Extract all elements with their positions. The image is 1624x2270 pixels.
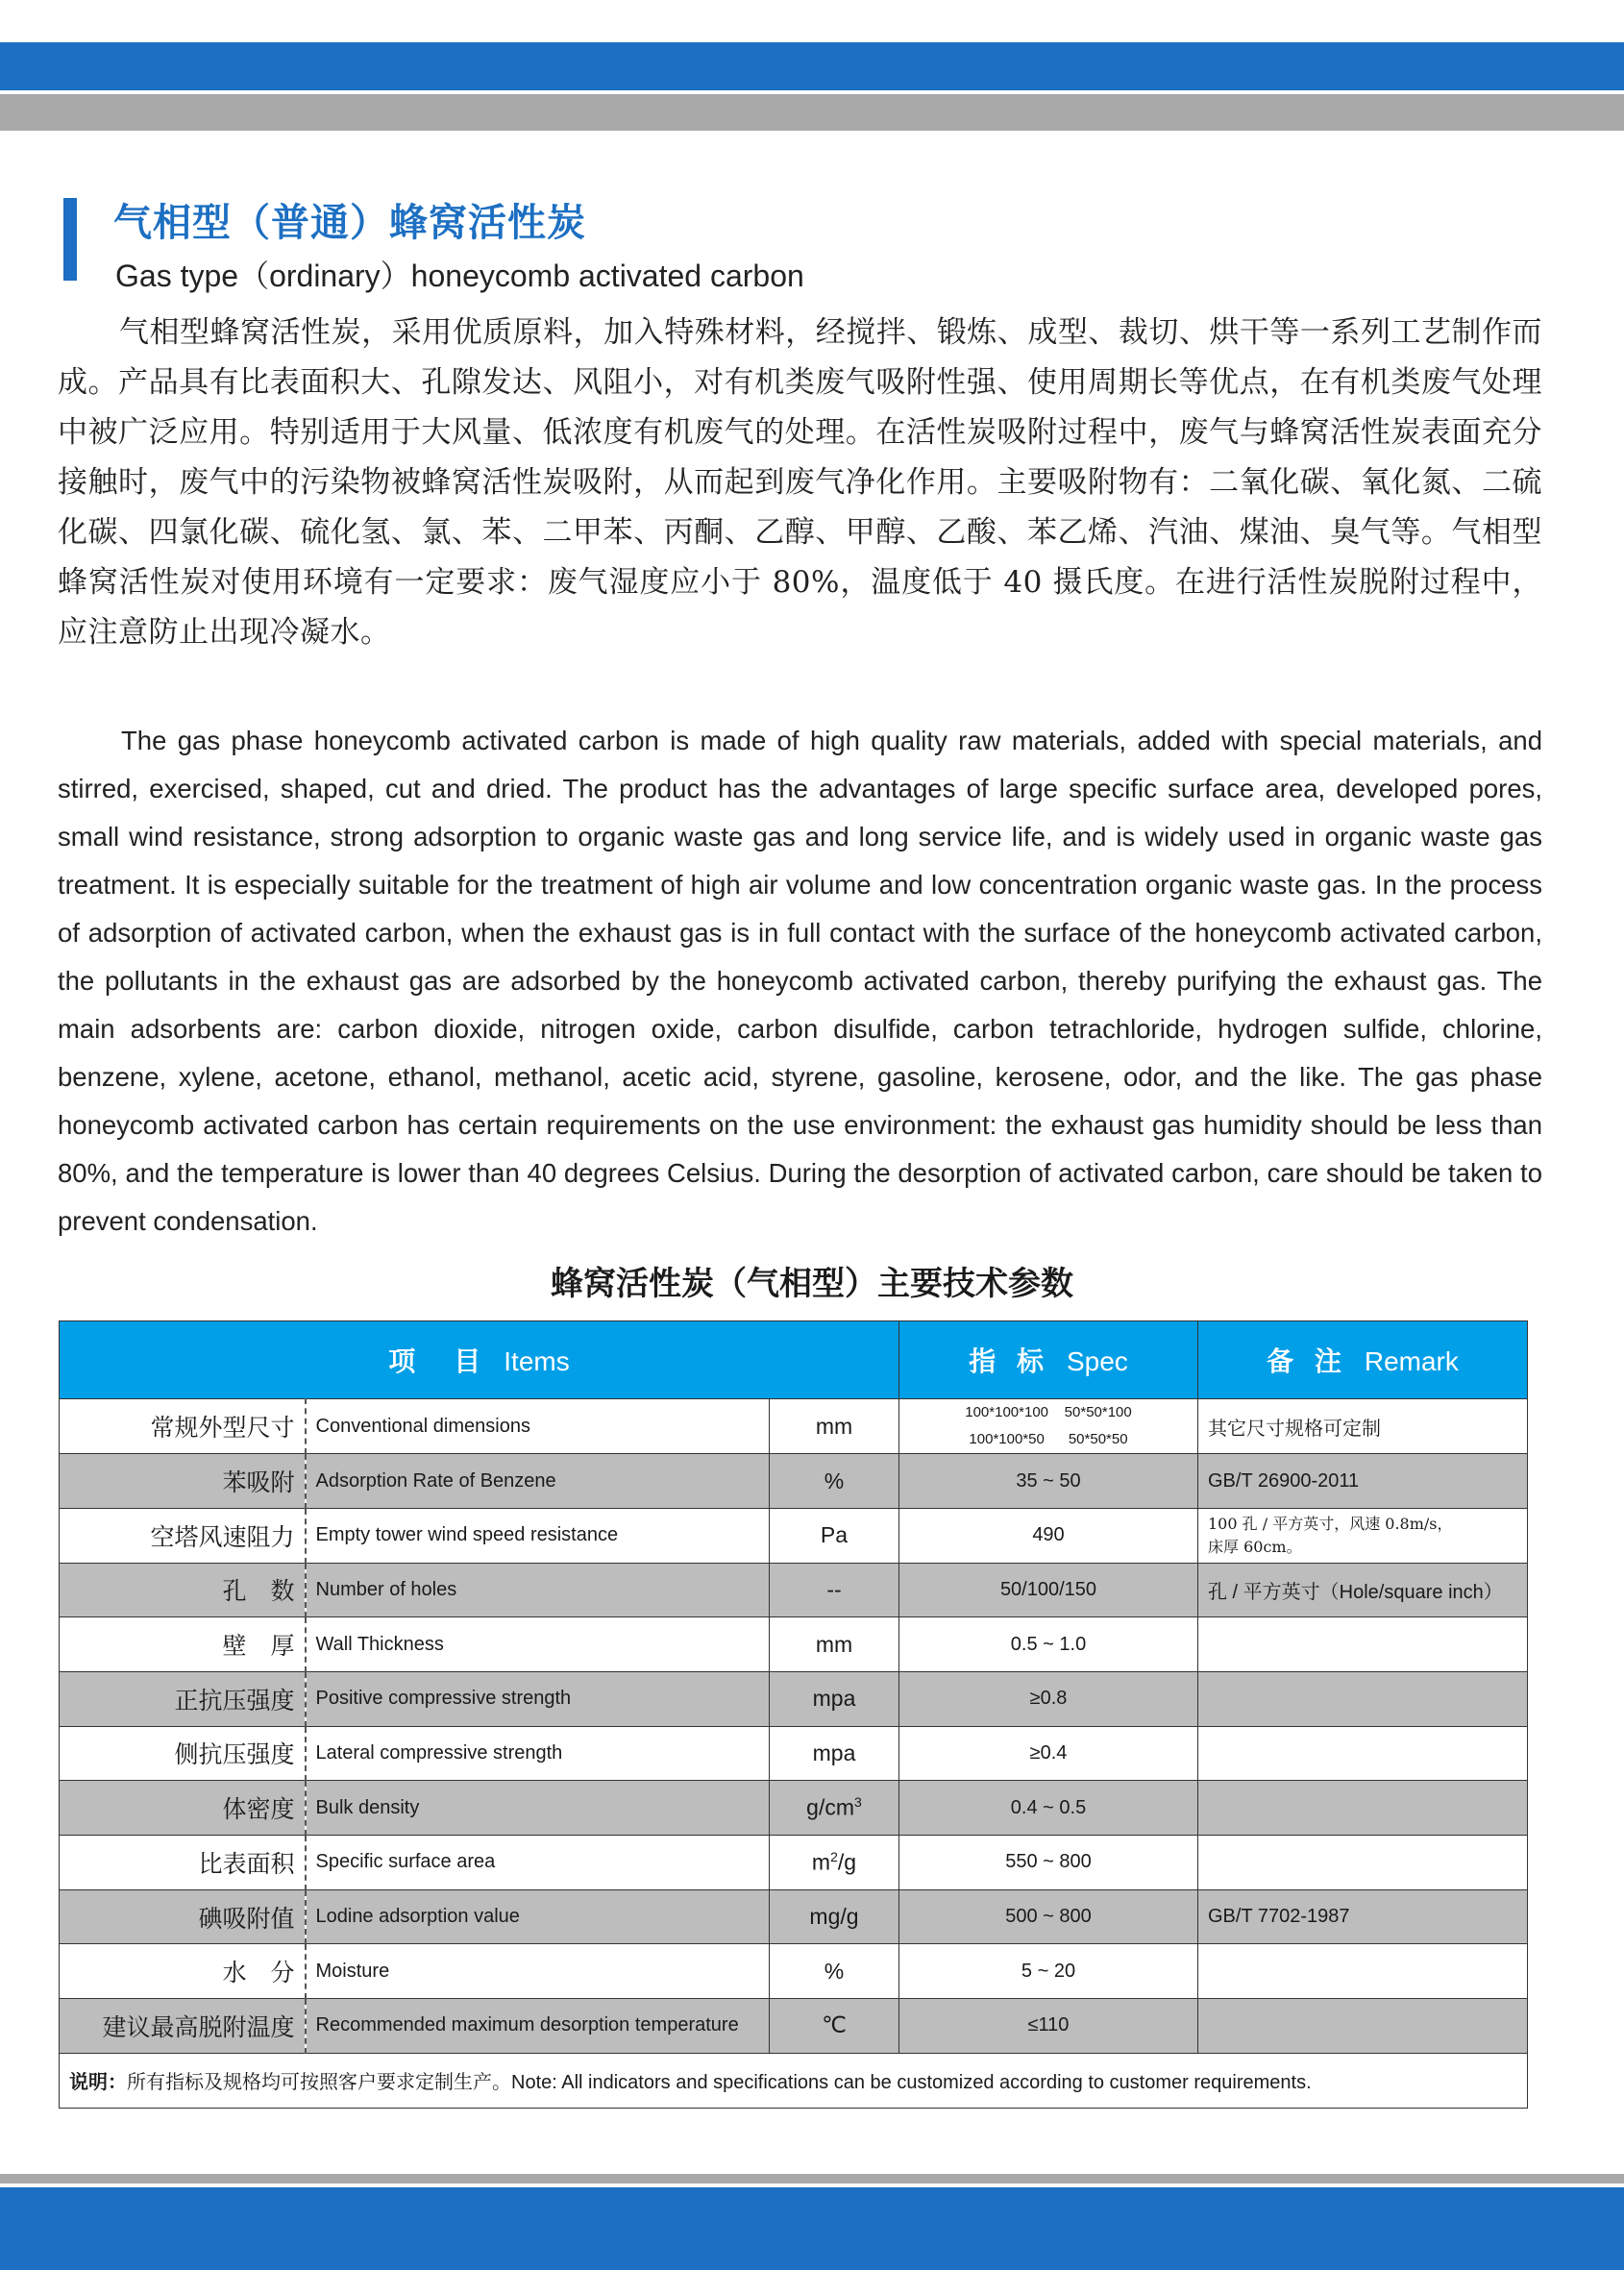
row-spec: 550 ~ 800	[899, 1836, 1198, 1890]
row-remark	[1198, 1999, 1528, 2054]
table-row	[60, 1781, 1528, 1836]
table-row	[60, 1726, 1528, 1781]
row-remark: 孔 / 平方英寸（Hole/square inch）	[1198, 1563, 1528, 1617]
note-en: Note: All indicators and specifications can be customized according to customer requirements.	[511, 2072, 1312, 2094]
row-name-en: Wall Thickness	[306, 1617, 770, 1672]
row-spec: ≤110	[899, 1999, 1198, 2054]
row-unit: mm	[770, 1617, 899, 1672]
page-title-cn: 气相型（普通）蜂窝活性炭	[113, 200, 586, 245]
header-spec	[899, 1321, 1198, 1399]
row-spec: 5 ~ 20	[899, 1944, 1198, 1999]
row-unit	[770, 1836, 899, 1890]
row-remark	[1198, 1781, 1528, 1836]
row-spec	[899, 1399, 1198, 1454]
header-items-en: Items	[504, 1346, 570, 1376]
footer-gray-band	[0, 2174, 1624, 2184]
row-name-en: Adsorption Rate of Benzene	[306, 1454, 770, 1509]
table-note	[60, 2053, 1528, 2108]
row-remark-line1: 100 孔 / 平方英寸，风速 0.8m/s，	[1208, 1514, 1453, 1533]
row-unit-sup: 3	[854, 1794, 862, 1811]
note-label: 说明：	[69, 2070, 127, 2094]
header-spec-cn: 指 标	[969, 1345, 1049, 1377]
table-row	[60, 1999, 1528, 2054]
row-unit-sup: 2	[830, 1849, 838, 1865]
row-spec-line1: 100*100*100 50*50*100	[965, 1404, 1132, 1421]
row-name-cn: 侧抗压强度	[60, 1726, 306, 1781]
row-spec: 0.5 ~ 1.0	[899, 1617, 1198, 1672]
row-name-cn: 空塔风速阻力	[60, 1508, 306, 1563]
row-unit-base: m	[811, 1849, 831, 1875]
row-name-en: Moisture	[306, 1944, 770, 1999]
row-remark	[1198, 1944, 1528, 1999]
row-unit: mpa	[770, 1726, 899, 1781]
row-name-cn: 体密度	[60, 1781, 306, 1836]
table-row	[60, 1944, 1528, 1999]
row-remark: GB/T 26900-2011	[1198, 1454, 1528, 1509]
table-row	[60, 1836, 1528, 1890]
row-name-en: Recommended maximum desorption temperature	[306, 1999, 770, 2054]
footer-blue-band	[0, 2187, 1624, 2270]
row-remark-line2: 床厚 60cm。	[1208, 1537, 1302, 1556]
row-unit: mpa	[770, 1671, 899, 1726]
row-spec: 0.4 ~ 0.5	[899, 1781, 1198, 1836]
header-remark-cn: 备 注	[1267, 1345, 1347, 1377]
table-row	[60, 1617, 1528, 1672]
row-unit: --	[770, 1563, 899, 1617]
header-gray-band	[0, 94, 1624, 131]
row-remark	[1198, 1671, 1528, 1726]
row-remark	[1198, 1726, 1528, 1781]
row-unit: mg/g	[770, 1889, 899, 1944]
table-row	[60, 1889, 1528, 1944]
row-name-en: Bulk density	[306, 1781, 770, 1836]
row-remark	[1198, 1836, 1528, 1890]
table-row	[60, 1399, 1528, 1454]
row-unit-base: g/cm	[806, 1794, 855, 1820]
row-remark: 其它尺寸规格可定制	[1198, 1399, 1528, 1454]
row-name-en: Number of holes	[306, 1563, 770, 1617]
row-name-cn: 碘吸附值	[60, 1889, 306, 1944]
row-remark: GB/T 7702-1987	[1198, 1889, 1528, 1944]
row-spec: ≥0.8	[899, 1671, 1198, 1726]
row-unit: ℃	[770, 1999, 899, 2054]
spec-table	[59, 1320, 1528, 2109]
table-row	[60, 1454, 1528, 1509]
header-remark	[1198, 1321, 1528, 1399]
title-accent-bar	[63, 198, 77, 281]
row-spec: 35 ~ 50	[899, 1454, 1198, 1509]
row-spec: 500 ~ 800	[899, 1889, 1198, 1944]
table-row	[60, 1563, 1528, 1617]
spec-table-title: 蜂窝活性炭（气相型）主要技术参数	[551, 1265, 1073, 1303]
row-unit: mm	[770, 1399, 899, 1454]
row-unit: Pa	[770, 1508, 899, 1563]
row-name-en: Conventional dimensions	[306, 1399, 770, 1454]
row-unit	[770, 1781, 899, 1836]
row-unit: %	[770, 1944, 899, 1999]
row-name-en: Lodine adsorption value	[306, 1889, 770, 1944]
table-row	[60, 1508, 1528, 1563]
row-unit-tail: /g	[837, 1849, 857, 1875]
page-title-en: Gas type（ordinary）honeycomb activated carbon	[115, 259, 804, 293]
header-items	[60, 1321, 899, 1399]
table-header-row	[60, 1321, 1528, 1399]
row-name-cn: 比表面积	[60, 1836, 306, 1890]
row-spec: 490	[899, 1508, 1198, 1563]
row-name-cn: 正抗压强度	[60, 1671, 306, 1726]
row-spec: 50/100/150	[899, 1563, 1198, 1617]
table-note-row	[60, 2053, 1528, 2108]
row-name-cn: 孔 数	[60, 1563, 306, 1617]
row-remark	[1198, 1617, 1528, 1672]
header-spec-en: Spec	[1066, 1346, 1128, 1376]
table-row	[60, 1671, 1528, 1726]
row-name-en: Positive compressive strength	[306, 1671, 770, 1726]
row-remark	[1198, 1508, 1528, 1563]
row-name-cn: 建议最高脱附温度	[60, 1999, 306, 2054]
row-name-cn: 常规外型尺寸	[60, 1399, 306, 1454]
row-name-cn: 苯吸附	[60, 1454, 306, 1509]
row-unit: %	[770, 1454, 899, 1509]
row-name-cn: 水 分	[60, 1944, 306, 1999]
row-name-cn: 壁 厚	[60, 1617, 306, 1672]
note-cn: 所有指标及规格均可按照客户要求定制生产。	[127, 2070, 511, 2094]
intro-paragraph-en: The gas phase honeycomb activated carbon is made of high quality raw materials, added with special materials, and stirred, exercised, shaped, cut and dried. The product has the advantages of large specific surface area, developed pores, small wind resistance, strong adsorption to organic waste gas and long service life, and is widely used in organic waste gas treatment. It is especially suitable for the treatment of high air volume and low concentration organic waste gas. In the process of adsorption of activated carbon, when the exhaust gas is in full contact with the surface of the honeycomb activated carbon, the pollutants in the exhaust gas are adsorbed by the honeycomb activated carbon, thereby purifying the exhaust gas. The main adsorbents are: carbon dioxide, nitrogen oxide, carbon disulfide, carbon tetrachloride, hydrogen sulfide, chlorine, benzene, xylene, acetone, ethanol, methanol, acetic acid, styrene, gasoline, kerosene, odor, and the like. The gas phase honeycomb activated carbon has certain requirements on the use environment: the exhaust gas humidity should be less than 80%, and the temperature is lower than 40 degrees Celsius. During the desorption of activated carbon, care should be taken to prevent condensation.	[58, 726, 1542, 1236]
row-spec-line2: 100*100*50 50*50*50	[969, 1431, 1128, 1448]
header-remark-en: Remark	[1364, 1346, 1459, 1376]
header-blue-band	[0, 42, 1624, 90]
row-name-en: Lateral compressive strength	[306, 1726, 770, 1781]
intro-paragraph-cn: 气相型蜂窝活性炭，采用优质原料，加入特殊材料，经搅拌、锻炼、成型、裁切、烘干等一系列工艺制作而成。产品具有比表面积大、孔隙发达、风阻小，对有机类废气吸附性强、使用周期长等优点，在有机类废气处理中被广泛应用。特别适用于大风量、低浓度有机废气的处理。在活性炭吸附过程中，废气与蜂窝活性炭表面充分接触时，废气中的污染物被蜂窝活性炭吸附，从而起到废气净化作用。主要吸附物有：二氧化碳、氧化氮、二硫化碳、四氯化碳、硫化氢、氯、苯、二甲苯、丙酮、乙醇、甲醇、乙酸、苯乙烯、汽油、煤油、臭气等。气相型蜂窝活性炭对使用环境有一定要求：废气湿度应小于 80%，温度低于 40 摄氏度。在进行活性炭脱附过程中，应注意防止出现冷凝水。	[58, 315, 1542, 650]
row-name-en: Empty tower wind speed resistance	[306, 1508, 770, 1563]
row-spec: ≥0.4	[899, 1726, 1198, 1781]
header-items-cn: 项 目	[388, 1345, 487, 1377]
row-name-en: Specific surface area	[306, 1836, 770, 1890]
